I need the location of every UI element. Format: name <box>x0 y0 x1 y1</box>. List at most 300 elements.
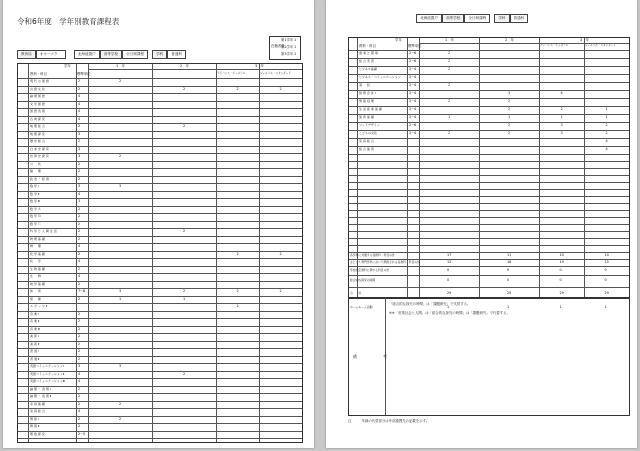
credit-value: 2 <box>279 86 282 91</box>
dept-label: 学科 <box>152 50 167 59</box>
table-row-line <box>349 58 629 59</box>
standard-credit: 2~5 <box>78 431 86 436</box>
dept-value: 普通科 <box>167 50 186 59</box>
table-row-line <box>18 258 302 259</box>
subject-name: 総 合 演 習 <box>359 147 374 152</box>
summary-value: 0 <box>559 278 562 283</box>
table-row-line <box>18 138 302 139</box>
credit-value: 2 <box>279 251 282 256</box>
standard-credit: 2 <box>78 236 81 241</box>
subject-name: 地 学 基 礎 <box>30 281 45 286</box>
table-row-line <box>18 423 302 424</box>
school-name-right: 北海道置戸 <box>416 14 442 23</box>
grade-3-course-b: ジェネラル・スタンダード <box>585 44 616 47</box>
credit-value: 2 <box>183 124 186 129</box>
subject-name: 物 理 <box>30 244 41 249</box>
standard-credit: 4 <box>78 116 81 121</box>
table-row-line <box>349 106 629 107</box>
subject-name: 情 報 Ⅰ <box>30 416 39 421</box>
summary-value: 0 <box>507 267 510 272</box>
credit-value: 3 <box>560 131 563 136</box>
subject-name: 書 道 Ⅰ <box>30 349 39 354</box>
subject-name: 保 育 基 礎 <box>359 115 374 120</box>
standard-credit: 2 <box>78 319 81 324</box>
credit-value: 1 <box>183 296 186 301</box>
standard-credit: 4 <box>78 244 81 249</box>
table-row-line <box>18 333 302 334</box>
school-name: 北海道置戸 <box>74 50 100 59</box>
credit-value: 2 <box>183 229 186 234</box>
standard-credit: 2 <box>78 221 81 226</box>
standard-credit: 2 <box>78 296 81 301</box>
standard-credit: 2~4 <box>409 91 417 96</box>
subject-name: 簿 記 <box>359 83 370 88</box>
dept-label-right: 学科 <box>494 14 509 23</box>
summary-label: ホームルーム活動 <box>350 305 373 310</box>
table-row-line <box>18 221 302 222</box>
bureau-value: オホーツク <box>36 50 66 59</box>
credit-caption: 標準単位 <box>408 44 422 48</box>
standard-credit: 2~4 <box>409 75 417 80</box>
credit-value: 2 <box>508 99 511 104</box>
standard-credit: 4 <box>78 379 81 384</box>
table-row-line <box>18 273 302 274</box>
empty-row-line <box>349 231 629 232</box>
table-row-line <box>18 131 302 132</box>
credit-value: 2 <box>508 107 511 112</box>
subject-name: 体 育 <box>30 289 41 294</box>
summary-label: 学校設定教科に関する科目の計 <box>350 267 390 272</box>
empty-row-line <box>349 168 629 169</box>
subject-name: 美 術 Ⅰ <box>30 334 39 339</box>
subject-name: 生 物 基 礎 <box>30 266 45 271</box>
subject-name: 農 業 と 環 境 <box>359 51 378 56</box>
table-row-line <box>18 251 302 252</box>
table-row-line <box>349 146 629 147</box>
curriculum-table-left <box>17 63 303 443</box>
summary-value: 11 <box>507 252 512 257</box>
subject-name: 保 健 <box>30 296 41 301</box>
summary-row-line <box>349 266 629 267</box>
empty-row-line <box>349 182 629 183</box>
standard-credit: 4 <box>78 101 81 106</box>
table-row-line <box>349 90 629 91</box>
table-row-line <box>18 93 302 94</box>
standard-credit: 2~6 <box>409 123 417 128</box>
credit-value: 2 <box>448 131 451 136</box>
subject-name: 科 学 と 人 間 生 活 <box>30 229 57 234</box>
standard-credit: 2~4 <box>409 131 417 136</box>
subject-name: 生 活 産 業 基 礎 <box>359 107 382 112</box>
credit-value: 4 <box>560 91 563 96</box>
school-type-right: 高等学校 <box>442 14 464 23</box>
standard-credit: 7~8 <box>78 289 86 294</box>
standard-credit: 4 <box>78 371 81 376</box>
subject-name: 歴 史 総 合 <box>30 139 45 144</box>
standard-credit: 2 <box>78 214 81 219</box>
subject-name: 数 学 Ⅰ <box>30 184 39 189</box>
subject-name: 論 理 ・ 表 現 Ⅰ <box>30 386 51 391</box>
table-row-line <box>18 356 302 357</box>
standard-credit: 2 <box>78 139 81 144</box>
credit-value: 1 <box>605 107 608 112</box>
summary-value: 0 <box>447 267 450 272</box>
standard-credit: 2 <box>78 326 81 331</box>
credit-value: 1 <box>508 115 511 120</box>
credit-value: 2 <box>119 154 122 159</box>
subject-name: 政 治 ・ 経 済 <box>30 176 49 181</box>
course-type: 全日制課程 <box>122 50 148 59</box>
summary-value: 0 <box>604 267 607 272</box>
standard-credit: 3 <box>78 364 81 369</box>
table-row-line <box>18 161 302 162</box>
table-row-line <box>18 176 302 177</box>
standard-credit: 2 <box>78 416 81 421</box>
subject-name: 数 学 Ⅱ <box>30 191 40 196</box>
subject-name: 倫 理 <box>30 169 41 174</box>
summary-value: 29 <box>447 291 452 296</box>
table-row-line <box>349 98 629 99</box>
empty-row-line <box>349 189 629 190</box>
summary-label: 総合的な探究の時間 <box>350 278 376 283</box>
credit-value: 3 <box>508 91 511 96</box>
table-row-line <box>349 82 629 83</box>
bureau-label: 教育局 <box>17 50 36 59</box>
subject-name: 地 理 総 合 <box>30 124 45 129</box>
empty-row-line <box>349 175 629 176</box>
credit-value: 2 <box>605 123 608 128</box>
table-row-line <box>18 168 302 169</box>
summary-row-line <box>349 287 629 288</box>
table-row-line <box>18 116 302 117</box>
summary-value: 0 <box>559 267 562 272</box>
subject-name: 英語コミュニケーションⅡ <box>30 371 65 376</box>
grade-3-course-b: ジェネラル・スタンダード <box>260 72 291 75</box>
standard-credit: 2 <box>78 251 81 256</box>
credit-value: 2 <box>183 289 186 294</box>
standard-credit: 3 <box>78 131 81 136</box>
summary-value: 17 <box>447 252 452 257</box>
subject-name: 数 学 Ｂ <box>30 214 41 219</box>
credit-value: 2 <box>508 131 511 136</box>
subject-caption: 教科・科目 <box>359 44 376 48</box>
empty-row-line <box>349 210 629 211</box>
summary-value: 15 <box>604 259 609 264</box>
grade-3-course-a: アドバンス・ジェネラル <box>540 44 569 47</box>
summary-value: 14 <box>604 252 609 257</box>
subject-name: 化 学 <box>30 259 41 264</box>
standard-credit: 3 <box>78 199 81 204</box>
subject-name: 家 庭 総 合 <box>359 139 374 144</box>
table-row-line <box>18 296 302 297</box>
subject-name: 英語コミュニケーションⅠ <box>30 364 64 369</box>
table-row-line <box>18 236 302 237</box>
credit-value: 2 <box>236 289 239 294</box>
subject-name: 数 学 Ａ <box>30 206 41 211</box>
table-row-line <box>18 288 302 289</box>
standard-credit: 2~4 <box>409 67 417 72</box>
summary-value: 29 <box>604 291 609 296</box>
remarks-line-2: ※※「産業社会と人間」は「総合的な探究の時間」は「課題研究」で代替する。 <box>389 311 510 315</box>
enroll-count: 1 <box>294 52 297 56</box>
table-row-line <box>18 401 302 402</box>
enroll-grade: 第2学年 <box>281 45 294 49</box>
standard-credit: 2 <box>78 394 81 399</box>
header-line <box>18 78 302 79</box>
credit-value: 2 <box>448 59 451 64</box>
table-row-line <box>349 122 629 123</box>
subject-name: ス ポ ー ツ Ⅱ <box>30 304 48 309</box>
remarks-label: 備 考 <box>353 354 393 359</box>
grade-2-header: 2 年 <box>180 64 189 68</box>
summary-row-line <box>349 275 629 276</box>
standard-credit: 4 <box>78 259 81 264</box>
credit-value: 1 <box>605 115 608 120</box>
grade-caption: 学年 <box>395 38 402 42</box>
course-type-right: 全日制課程 <box>464 14 490 23</box>
standard-credit: 4 <box>78 274 81 279</box>
standard-credit: 2~4 <box>409 99 417 104</box>
table-row-line <box>18 266 302 267</box>
standard-credit: 4 <box>78 109 81 114</box>
standard-credit: 2 <box>78 311 81 316</box>
subject-name: 化 学 基 礎 <box>30 251 45 256</box>
standard-credit: 2~6 <box>409 59 417 64</box>
standard-credit: 2 <box>78 169 81 174</box>
subject-name: 国 語 表 現 <box>30 109 45 114</box>
standard-credit: 2 <box>78 124 81 129</box>
remarks-line-1: 「総合的な探究の時間」は「課題研究」で代替する。 <box>389 302 471 306</box>
summary-value: 0 <box>507 278 510 283</box>
table-row-line <box>18 183 302 184</box>
standard-credit: 4 <box>78 94 81 99</box>
enrollment-label: 在籍者数 <box>271 44 285 48</box>
table-row-line <box>18 281 302 282</box>
school-header-right <box>416 14 528 23</box>
grade-divider <box>419 43 629 44</box>
subject-name: 世 界 史 探 究 <box>30 154 49 159</box>
subject-name: 音 楽 Ⅰ <box>30 311 39 316</box>
subject-name: 論 理 ・ 表 現 Ⅱ <box>30 394 52 399</box>
standard-credit: 2 <box>78 334 81 339</box>
credit-value: 2 <box>236 86 239 91</box>
subject-name: 論 理 国 語 <box>30 94 45 99</box>
credit-value: 3 <box>560 123 563 128</box>
credit-value: 4 <box>605 139 608 144</box>
table-row-line <box>18 348 302 349</box>
credit-value: 1 <box>119 296 122 301</box>
table-row-line <box>18 123 302 124</box>
credit-value: 3 <box>119 289 122 294</box>
credit-value: 2 <box>183 86 186 91</box>
credit-value: 2 <box>119 79 122 84</box>
grade-2-header: 2 年 <box>505 38 514 42</box>
credit-value: 1 <box>560 115 563 120</box>
subject-name: 書 道 Ⅱ <box>30 356 40 361</box>
credit-value: 2 <box>119 401 122 406</box>
standard-credit: 2 <box>78 206 81 211</box>
subject-name: 数 学 Ⅲ <box>30 199 40 204</box>
standard-credit: 2 <box>78 266 81 271</box>
subject-name: フードデザイン <box>359 123 380 128</box>
subject-name: 古 典 探 究 <box>30 116 45 121</box>
credit-value: 3 <box>119 184 122 189</box>
grade-3-header: 3 年 <box>255 64 264 68</box>
table-row-line <box>18 326 302 327</box>
standard-credit: 2~4 <box>409 115 417 120</box>
summary-value: 1 <box>604 305 607 310</box>
summary-value: 10 <box>559 252 564 257</box>
standard-credit: 2 <box>78 341 81 346</box>
table-row-line <box>18 318 302 319</box>
standard-credit: 2 <box>78 401 81 406</box>
table-row-line <box>18 228 302 229</box>
standard-credit: 3 <box>78 184 81 189</box>
enroll-count: 1 <box>294 38 297 42</box>
empty-row-line <box>349 224 629 225</box>
document-title: 令和6年度 学年別教育課程表 <box>17 17 120 26</box>
empty-row-line <box>349 196 629 197</box>
summary-value: 29 <box>559 291 564 296</box>
subject-name: 理 数 探 究 <box>30 431 45 436</box>
table-row-line <box>18 431 302 432</box>
dept-value-right: 普通科 <box>510 14 529 23</box>
footnote: 注 朱線の代替部分は外部連携先の記載を示す。 <box>348 419 430 423</box>
subject-name: 情 報 Ⅱ <box>30 424 40 429</box>
enroll-count: 1 <box>294 45 297 49</box>
table-row-line <box>18 393 302 394</box>
subject-name: 文 学 国 語 <box>30 101 45 106</box>
standard-credit: 2~4 <box>409 107 417 112</box>
table-row-line <box>18 191 302 192</box>
summary-value: 1 <box>507 305 510 310</box>
credit-value: 2 <box>508 123 511 128</box>
summary-value: 12 <box>447 259 452 264</box>
credit-value: 4 <box>605 147 608 152</box>
table-row-line <box>18 341 302 342</box>
credit-value: 2 <box>448 51 451 56</box>
summary-value: 0 <box>604 278 607 283</box>
grade-1-header: 1 年 <box>445 38 454 42</box>
standard-credit: 2 <box>78 161 81 166</box>
subject-name: 情 報 処 理 <box>359 99 374 104</box>
credit-value: 2 <box>605 131 608 136</box>
subject-name: 数 学 Ｃ <box>30 221 41 226</box>
empty-row-line <box>349 203 629 204</box>
standard-credit: 2 <box>78 281 81 286</box>
credit-value: 2 <box>183 371 186 376</box>
summary-value: 19 <box>559 259 564 264</box>
standard-credit: 2 <box>78 424 81 429</box>
subject-name: 現 代 の 国 語 <box>30 79 49 84</box>
standard-credit: 2 <box>78 356 81 361</box>
table-row-line <box>18 243 302 244</box>
table-row-line <box>18 108 302 109</box>
standard-credit: 4 <box>78 409 81 414</box>
table-row-line <box>18 438 302 439</box>
table-row-line <box>18 386 302 387</box>
summary-label: 各学科に共通する各教科・科目の計 <box>350 252 395 257</box>
grade-caption: 学年 <box>64 64 71 68</box>
standard-credit: 2 <box>78 79 81 84</box>
table-row-line <box>18 408 302 409</box>
subject-name: 生 物 <box>30 274 41 279</box>
grade-3-header: 3 年 <box>580 38 589 42</box>
standard-credit: 2 <box>78 349 81 354</box>
standard-credit: 2~6 <box>409 51 417 56</box>
table-row-line <box>18 101 302 102</box>
table-row-line <box>349 66 629 67</box>
credit-value: 2 <box>236 304 239 309</box>
subject-name: ビジネス基礎 <box>359 67 377 72</box>
credit-value: 2 <box>236 251 239 256</box>
subject-name: 総 合 実 習 <box>359 59 374 64</box>
table-row-line <box>349 114 629 115</box>
standard-credit: 2~4 <box>409 83 417 88</box>
school-type: 高等学校 <box>100 50 122 59</box>
header-line <box>349 50 629 51</box>
subject-name: こどもの文化 <box>359 131 378 136</box>
table-row-line <box>349 138 629 139</box>
subject-name: 音 楽 Ⅲ <box>30 326 40 331</box>
table-row-line <box>18 311 302 312</box>
standard-credit: 3 <box>78 146 81 151</box>
standard-credit: 2 <box>78 229 81 234</box>
enroll-grade: 第3学年 <box>281 52 294 56</box>
summary-label: 合 計 <box>350 291 362 296</box>
summary-value: 29 <box>507 291 512 296</box>
subject-name: 物 理 基 礎 <box>30 236 45 241</box>
subject-name: 家 庭 総 合 <box>30 409 45 414</box>
empty-row-line <box>349 217 629 218</box>
credit-value: 1 <box>448 115 451 120</box>
subject-name: 日 本 史 探 究 <box>30 146 49 151</box>
school-header <box>17 50 186 59</box>
subject-name: 音 楽 Ⅱ <box>30 319 40 324</box>
subject-name: 言 語 文 化 <box>30 86 45 91</box>
credit-value: 2 <box>448 67 451 72</box>
table-row-line <box>18 213 302 214</box>
right-page <box>326 0 637 448</box>
remarks-box <box>348 297 630 416</box>
standard-credit: 2 <box>78 386 81 391</box>
standard-credit: 4 <box>78 191 81 196</box>
subject-name: 財 務 会 計 Ⅰ <box>359 91 376 96</box>
grade-divider <box>88 69 302 70</box>
empty-row-line <box>349 238 629 239</box>
left-page <box>3 0 314 448</box>
standard-credit: 2 <box>78 86 81 91</box>
table-row-line <box>18 146 302 147</box>
empty-row-line <box>349 161 629 162</box>
subject-name: 英語コミュニケーションⅢ <box>30 379 65 384</box>
table-row-line <box>349 154 629 155</box>
subject-name: 公 共 <box>30 161 41 166</box>
credit-value: 3 <box>119 364 122 369</box>
summary-value: 18 <box>507 259 512 264</box>
table-row-line <box>18 206 302 207</box>
standard-credit: 2 <box>78 176 81 181</box>
subject-name: 美 術 Ⅱ <box>30 341 40 346</box>
subject-name: 家 庭 基 礎 <box>30 401 45 406</box>
summary-value: 1 <box>447 305 450 310</box>
credit-value: 2 <box>119 416 122 421</box>
table-row-line <box>18 153 302 154</box>
enrollment-box <box>269 36 301 60</box>
grade-1-header: 1 年 <box>116 64 125 68</box>
table-row-line <box>18 416 302 417</box>
enroll-grade: 第1学年 <box>281 38 294 42</box>
